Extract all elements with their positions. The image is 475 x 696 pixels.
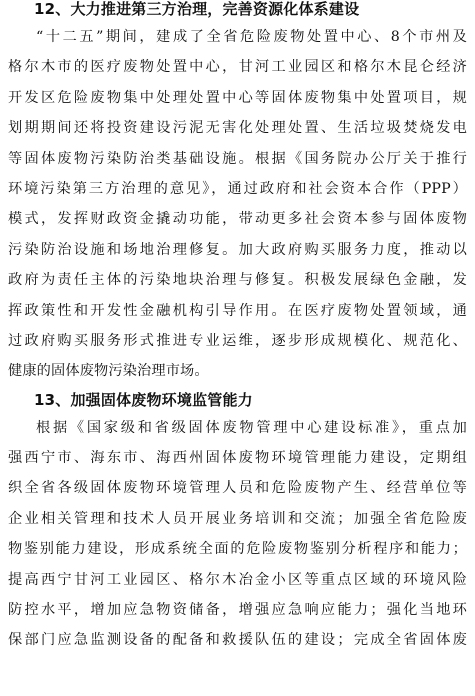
section-12-paragraph (8, 22, 467, 387)
section-13-paragraph (8, 413, 467, 656)
paragraph-line: 织全省各级固体废物环境管理人员和危险废物产生、经营单位等 (8, 480, 467, 497)
paragraph-line: 根据《国家级和省级固体废物管理中心建设标准》，重点加 (36, 419, 467, 436)
paragraph-line: 开发区危险废物集中处理处置中心等固体废物集中处置项目，规 (8, 89, 467, 106)
paragraph-line: 格尔木市的医疗废物处置中心，甘河工业园区和格尔木昆仑经济 (8, 59, 467, 76)
paragraph-line: 划期期间还将投资建设污泥无害化处理处置、生活垃圾焚烧发电 (8, 120, 467, 137)
paragraph-line: 提高西宁甘河工业园区、格尔木冶金小区等重点区域的环境风险 (8, 571, 467, 588)
paragraph-line: 强西宁市、海东市、海西州固体废物环境管理能力建设，定期组 (8, 450, 467, 467)
section-13-heading: 13、加强固体废物环境监管能力 (34, 390, 253, 409)
paragraph-line: “十二五”期间，建成了全省危险废物处置中心、8个市州及 (36, 29, 467, 45)
paragraph-line: 政府为责任主体的污染地块治理与修复。积极发展绿色金融，发 (8, 272, 467, 289)
section-12-heading: 12、大力推进第三方治理，完善资源化体系建设 (34, 0, 360, 18)
paragraph-line: 等固体废物污染防治类基础设施。根据《国务院办公厅关于推行 (8, 150, 467, 167)
paragraph-line: 污染防治设施和场地治理修复。加大政府购买服务力度，推动以 (8, 241, 467, 258)
paragraph-line: 保部门应急监测设备的配备和救援队伍的建设；完成全省固体废 (8, 632, 467, 649)
paragraph-line: 物鉴别能力建设，形成系统全面的危险废物鉴别分析程序和能力； (8, 541, 467, 558)
paragraph-line: 模式，发挥财政资金撬动功能，带动更多社会资本参与固体废物 (8, 211, 467, 228)
paragraph-line: 防控水平，增加应急物资储备，增强应急响应能力；强化当地环 (8, 602, 467, 619)
paragraph-line: 健康的固体废物污染治理市场。 (8, 363, 209, 380)
paragraph-line: 过政府购买服务形式推进专业运维，逐步形成规模化、规范化、 (8, 332, 467, 349)
paragraph-line: 挥政策性和开发性金融机构引导作用。在医疗废物处置领域，通 (8, 302, 467, 319)
paragraph-line: 环境污染第三方治理的意见》，通过政府和社会资本合作（PPP） (8, 180, 467, 197)
paragraph-line: 企业相关管理和技术人员开展业务培训和交流；加强全省危险废 (8, 510, 467, 527)
